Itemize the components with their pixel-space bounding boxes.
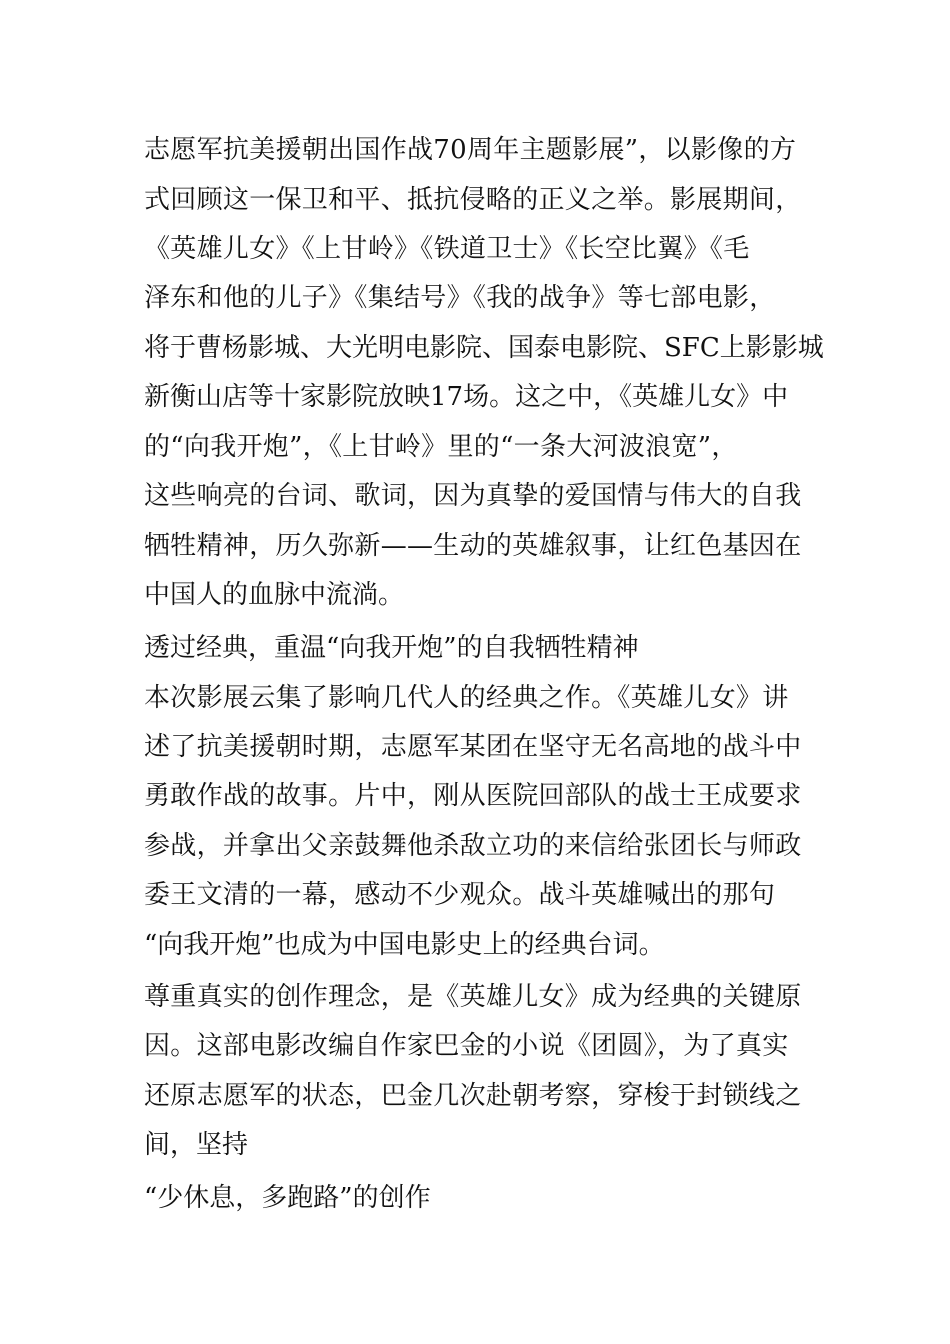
paragraph-1-line-9: 牺牲精神，历久弥新——生动的英雄叙事，让红色基因在 — [144, 531, 802, 561]
paragraph-1-line-4: 泽东和他的儿子》《集结号》《我的战争》等七部电影， — [144, 283, 776, 313]
paragraph-1-line-1: 志愿军抗美援朝出国作战70周年主题影展”，以影像的方 — [144, 135, 797, 165]
paragraph-2-line-5: 委王文清的一幕，感动不少观众。战斗英雄喊出的那句 — [144, 880, 776, 910]
paragraph-1-line-2: 式回顾这一保卫和平、抵抗侵略的正义之举。影展期间， — [144, 185, 802, 215]
paragraph-2-line-6: “向我开炮”也成为中国电影史上的经典台词。 — [144, 930, 665, 960]
paragraph-2-line-4: 参战，并拿出父亲鼓舞他杀敌立功的来信给张团长与师政 — [144, 831, 802, 861]
paragraph-3-line-3: 还原志愿军的状态，巴金几次赴朝考察，穿梭于封锁线之 — [144, 1081, 802, 1111]
paragraph-1-line-7: 的“向我开炮”，《上甘岭》里的“一条大河波浪宽”， — [144, 432, 738, 462]
paragraph-2-line-1: 本次影展云集了影响几代人的经典之作。《英雄儿女》讲 — [144, 683, 789, 713]
paragraph-1-line-6: 新衡山店等十家影院放映17场。这之中，《英雄儿女》中 — [144, 382, 789, 412]
paragraph-1-line-8: 这些响亮的台词、歌词，因为真挚的爱国情与伟大的自我 — [144, 481, 802, 511]
paragraph-1-line-10: 中国人的血脉中流淌。 — [144, 580, 405, 610]
paragraph-3-line-4: 间，坚持 — [144, 1130, 249, 1160]
paragraph-4-line-1: “少休息，多跑路”的创作 — [144, 1183, 431, 1213]
paragraph-1-line-3: 《英雄儿女》《上甘岭》《铁道卫士》《长空比翼》《毛 — [144, 234, 750, 264]
paragraph-3-line-1: 尊重真实的创作理念，是《英雄儿女》成为经典的关键原 — [144, 982, 802, 1012]
paragraph-1-line-5: 将于曹杨影城、大光明电影院、国泰电影院、SFC上影影城 — [144, 333, 824, 363]
paragraph-2-line-2: 述了抗美援朝时期，志愿军某团在坚守无名高地的战斗中 — [144, 732, 802, 762]
section-heading: 透过经典，重温“向我开炮”的自我牺牲精神 — [144, 633, 639, 663]
paragraph-3-line-2: 因。这部电影改编自作家巴金的小说《团圆》，为了真实 — [144, 1031, 789, 1061]
paragraph-2-line-3: 勇敢作战的故事。片中，刚从医院回部队的战士王成要求 — [144, 781, 802, 811]
